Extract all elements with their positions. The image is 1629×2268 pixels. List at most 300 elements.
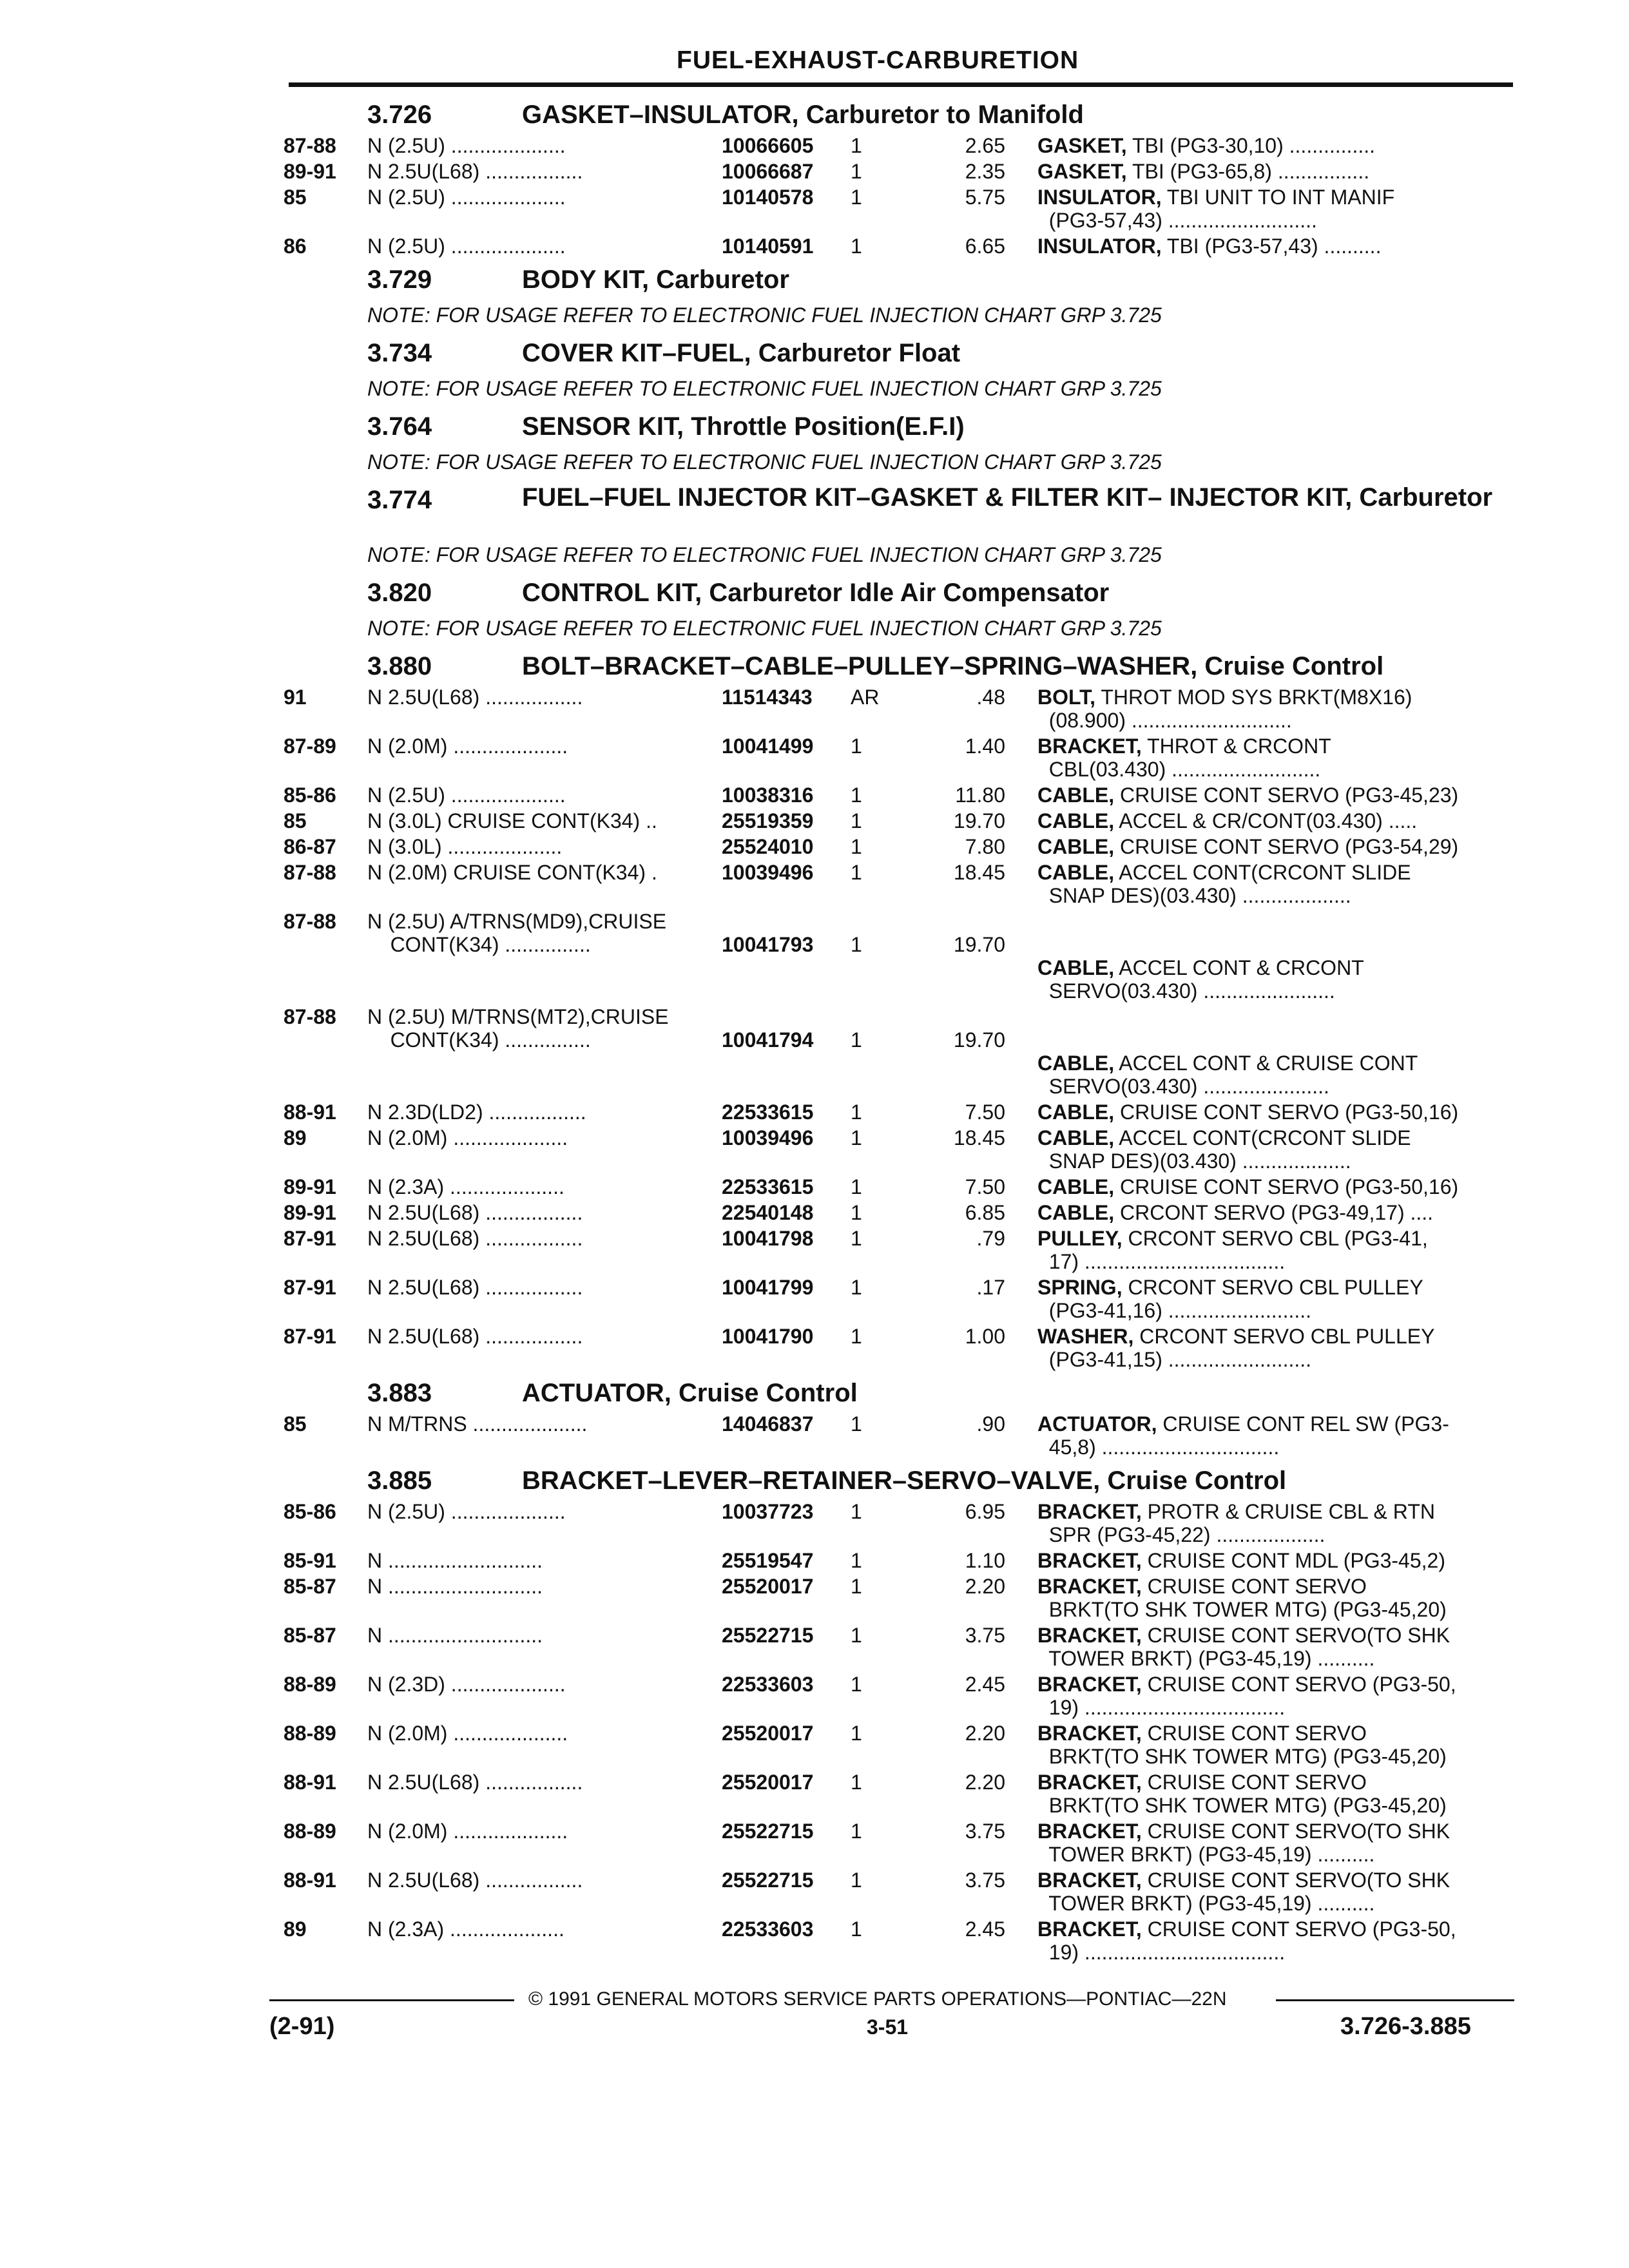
catalog-description-line: BRACKET, THROT & CRCONT [1037,735,1331,758]
catalog-description-line: CABLE, CRUISE CONT SERVO (PG3-50,16) [1037,1100,1459,1124]
catalog-description-line: SPRING, CRCONT SERVO CBL PULLEY [1037,1276,1423,1299]
part-number: 22533615 [722,1175,814,1198]
application-description: N 2.5U(L68) ................. [367,1325,583,1348]
part-number: 25519359 [722,809,814,832]
part-noun: BOLT, [1037,686,1096,709]
catalog-description-line: PULLEY, CRCONT SERVO CBL (PG3-41, [1037,1227,1428,1250]
list-price: 1.10 [965,1549,1005,1572]
section-title: COVER KIT–FUEL, Carburetor Float [522,339,961,367]
model-years: 87-88 [284,861,336,884]
model-years: 87-88 [284,910,336,933]
section-number: 3.729 [367,265,432,294]
part-row [284,1673,1521,1722]
part-row [284,861,1521,910]
catalog-description-line: INSULATOR, TBI UNIT TO INT MANIF [1037,186,1395,209]
catalog-description-line: INSULATOR, TBI (PG3-57,43) .......... [1037,235,1382,258]
quantity: 1 [851,1126,862,1149]
catalog-description-line: BRACKET, CRUISE CONT SERVO(TO SHK [1037,1624,1451,1647]
part-row [284,1575,1521,1624]
quantity: 1 [851,1917,862,1941]
part-number: 10037723 [722,1500,814,1523]
part-number: 22533603 [722,1673,814,1696]
section-heading [284,97,1521,134]
section-heading [284,1375,1521,1412]
application-description: N 2.5U(L68) ................. [367,1227,583,1250]
part-row [284,1412,1521,1461]
application-description: N (2.5U) .................... [367,186,566,209]
part-noun: INSULATOR, [1037,186,1162,209]
list-price: 18.45 [953,1126,1005,1149]
parts-listing [284,95,1521,1966]
catalog-description-line: BRKT(TO SHK TOWER MTG) (PG3-45,20) [1037,1745,1447,1768]
quantity: AR [851,686,880,709]
model-years: 88-91 [284,1869,336,1892]
part-number: 10039496 [722,861,814,884]
section-number: 3.764 [367,412,432,441]
model-years: 88-89 [284,1820,336,1843]
list-price: 6.65 [965,235,1005,258]
part-row [284,1624,1521,1673]
part-row [284,1227,1521,1276]
list-price: 3.75 [965,1869,1005,1892]
list-price: .79 [976,1227,1005,1250]
quantity: 1 [851,1325,862,1348]
catalog-description-line: SERVO(03.430) ....................... [1037,979,1335,1003]
part-number: 10066687 [722,160,814,183]
footer-page-number: 3-51 [867,2015,909,2039]
part-row [284,186,1521,235]
application-description: N 2.5U(L68) ................. [367,1869,583,1892]
application-description: N 2.5U(L68) ................. [367,1201,583,1224]
part-number: 10140591 [722,235,814,258]
quantity: 1 [851,1028,862,1052]
part-number: 22533603 [722,1917,814,1941]
application-description: N (2.5U) .................... [367,1500,566,1523]
part-row [284,809,1521,835]
application-description: N (2.0M) .................... [367,735,568,758]
model-years: 86-87 [284,835,336,858]
footer-rule-left [269,1999,514,2001]
quantity: 1 [851,783,862,807]
section-block [284,262,1521,334]
list-price: 3.75 [965,1624,1005,1647]
catalog-description-line: BRACKET, PROTR & CRUISE CBL & RTN [1037,1500,1435,1523]
part-row [284,1820,1521,1869]
part-noun: BRACKET, [1037,1549,1142,1572]
section-title: BOLT–BRACKET–CABLE–PULLEY–SPRING–WASHER, Cruise Control [522,652,1384,680]
list-price: .17 [976,1276,1005,1299]
list-price: 7.50 [965,1100,1005,1124]
catalog-description-line: CABLE, CRUISE CONT SERVO (PG3-50,16) [1037,1175,1459,1198]
quantity: 1 [851,160,862,183]
model-years: 91 [284,686,307,709]
part-number: 10041790 [722,1325,814,1348]
part-noun: CABLE, [1037,861,1115,884]
list-price: 5.75 [965,186,1005,209]
list-price: 1.40 [965,735,1005,758]
part-row [284,910,1521,1005]
quantity: 1 [851,1575,862,1598]
catalog-description-line: TOWER BRKT) (PG3-45,19) .......... [1037,1892,1375,1915]
part-noun: BRACKET, [1037,735,1142,758]
section-title: CONTROL KIT, Carburetor Idle Air Compensator [522,579,1110,607]
part-noun: CABLE, [1037,1126,1115,1149]
section-heading [284,262,1521,299]
quantity: 1 [851,809,862,832]
list-price: 2.65 [965,134,1005,157]
catalog-description-line: CABLE, ACCEL & CR/CONT(03.430) ..... [1037,809,1418,832]
catalog-description-line: CABLE, CRUISE CONT SERVO (PG3-54,29) [1037,835,1459,858]
model-years: 87-91 [284,1325,336,1348]
part-noun: BRACKET, [1037,1869,1142,1892]
part-noun: PULLEY, [1037,1227,1123,1250]
section-block [284,408,1521,481]
part-noun: GASKET, [1037,134,1127,157]
catalog-description-line: (PG3-57,43) .......................... [1037,209,1317,232]
part-noun: ACTUATOR, [1037,1412,1157,1436]
catalog-description-line: (PG3-41,15) ......................... [1037,1348,1312,1371]
part-row [284,1771,1521,1820]
section-number: 3.820 [367,579,432,607]
part-number: 10041794 [722,1028,814,1052]
model-years: 85 [284,186,307,209]
part-number: 10041793 [722,933,814,956]
catalog-description-line: BRACKET, CRUISE CONT SERVO (PG3-50, [1037,1917,1456,1941]
footer-copyright: © 1991 GENERAL MOTORS SERVICE PARTS OPERATIONS—PONTIAC—22N [528,1988,1227,2010]
part-noun: WASHER, [1037,1325,1134,1348]
part-noun: INSULATOR, [1037,235,1162,258]
application-description: N 2.3D(LD2) ................. [367,1100,586,1124]
part-number: 10140578 [722,186,814,209]
section-heading [284,482,1521,539]
part-number: 10041799 [722,1276,814,1299]
model-years: 87-88 [284,1005,336,1028]
list-price: 2.20 [965,1575,1005,1598]
application-description: N 2.5U(L68) ................. [367,1771,583,1794]
section-block [284,1463,1521,1966]
part-number: 22540148 [722,1201,814,1224]
catalog-description-line: CBL(03.430) .......................... [1037,758,1321,781]
model-years: 85-86 [284,783,336,807]
part-noun: BRACKET, [1037,1917,1142,1941]
section-title: GASKET–INSULATOR, Carburetor to Manifold [522,101,1084,129]
catalog-description-line: BRACKET, CRUISE CONT SERVO(TO SHK [1037,1820,1451,1843]
model-years: 85-87 [284,1624,336,1647]
catalog-description-line: GASKET, TBI (PG3-65,8) ................ [1037,160,1370,183]
footer-revision-date: (2-91) [269,2013,335,2040]
page-title: FUEL-EXHAUST-CARBURETION [677,46,1079,74]
list-price: 7.80 [965,835,1005,858]
part-number: 25522715 [722,1820,814,1843]
model-years: 88-89 [284,1673,336,1696]
quantity: 1 [851,1771,862,1794]
quantity: 1 [851,861,862,884]
model-years: 89 [284,1917,307,1941]
part-row [284,835,1521,861]
catalog-description-line: BRKT(TO SHK TOWER MTG) (PG3-45,20) [1037,1598,1447,1621]
model-years: 85-91 [284,1549,336,1572]
catalog-description-line: BRACKET, CRUISE CONT SERVO [1037,1575,1367,1598]
catalog-description-line: SNAP DES)(03.430) ................... [1037,884,1351,907]
model-years: 87-88 [284,134,336,157]
quantity: 1 [851,1722,862,1745]
part-number: 10039496 [722,1126,814,1149]
part-noun: CABLE, [1037,1100,1115,1124]
section-block [284,1375,1521,1461]
part-row [284,783,1521,809]
section-title: BRACKET–LEVER–RETAINER–SERVO–VALVE, Cruise Control [522,1466,1287,1495]
catalog-description-line: CABLE, ACCEL CONT & CRCONT [1037,956,1364,979]
part-row [284,735,1521,783]
section-block [284,97,1521,260]
quantity: 1 [851,1227,862,1250]
list-price: 18.45 [953,861,1005,884]
application-description: N (2.0M) .................... [367,1722,568,1745]
list-price: 6.85 [965,1201,1005,1224]
quantity: 1 [851,1412,862,1436]
quantity: 1 [851,1175,862,1198]
section-heading [284,1463,1521,1500]
list-price: 2.20 [965,1722,1005,1745]
quantity: 1 [851,835,862,858]
model-years: 86 [284,235,307,258]
model-years: 88-91 [284,1771,336,1794]
part-noun: BRACKET, [1037,1722,1142,1745]
model-years: 89-91 [284,160,336,183]
part-noun: SPRING, [1037,1276,1123,1299]
section-title: SENSOR KIT, Throttle Position(E.F.I) [522,412,965,441]
part-row [284,160,1521,186]
part-noun: CABLE, [1037,1201,1115,1224]
part-noun: BRACKET, [1037,1575,1142,1598]
application-description: N ........................... [367,1549,543,1572]
part-noun: CABLE, [1037,956,1115,979]
part-number: 25520017 [722,1722,814,1745]
quantity: 1 [851,235,862,258]
list-price: 3.75 [965,1820,1005,1843]
catalog-description-line: SERVO(03.430) ...................... [1037,1075,1329,1098]
application-description: N (3.0L) CRUISE CONT(K34) .. [367,809,657,832]
list-price: 19.70 [953,933,1005,956]
application-description: N 2.5U(L68) ................. [367,160,583,183]
list-price: 2.45 [965,1917,1005,1941]
catalog-description-line: SPR (PG3-45,22) ................... [1037,1523,1325,1546]
part-noun: CABLE, [1037,1052,1115,1075]
application-description: N (2.5U) .................... [367,235,566,258]
list-price: 11.80 [955,783,1005,807]
catalog-description-line: SNAP DES)(03.430) ................... [1037,1149,1351,1173]
application-description: N ........................... [367,1624,543,1647]
quantity: 1 [851,1624,862,1647]
part-row [284,1276,1521,1325]
section-title: FUEL–FUEL INJECTOR KIT–GASKET & FILTER KIT– INJECTOR KIT, Carburetor [522,483,1493,512]
part-number: 14046837 [722,1412,814,1436]
catalog-description-line: CABLE, ACCEL CONT(CRCONT SLIDE [1037,861,1411,884]
part-number: 10041499 [722,735,814,758]
model-years: 89 [284,1126,307,1149]
quantity: 1 [851,1869,862,1892]
application-description: N (2.5U) .................... [367,134,566,157]
section-number: 3.883 [367,1379,432,1407]
part-noun: BRACKET, [1037,1820,1142,1843]
usage-note: NOTE: FOR USAGE REFER TO ELECTRONIC FUEL INJECTION CHART GRP 3.725 [367,303,1162,327]
part-noun: CABLE, [1037,1175,1115,1198]
part-row [284,1917,1521,1966]
list-price: 6.95 [965,1500,1005,1523]
quantity: 1 [851,1500,862,1523]
application-description: N (2.0M) .................... [367,1820,568,1843]
list-price: 1.00 [965,1325,1005,1348]
list-price: 19.70 [953,1028,1005,1052]
application-description: N 2.5U(L68) ................. [367,1276,583,1299]
part-noun: CABLE, [1037,835,1115,858]
quantity: 1 [851,1673,862,1696]
section-block [284,575,1521,647]
catalog-description-line: BRACKET, CRUISE CONT MDL (PG3-45,2) [1037,1549,1445,1572]
application-description: N M/TRNS .................... [367,1412,588,1436]
catalog-description-line: TOWER BRKT) (PG3-45,19) .......... [1037,1647,1375,1670]
part-number: 10041798 [722,1227,814,1250]
part-row [284,1549,1521,1575]
section-number: 3.880 [367,652,432,680]
quantity: 1 [851,1201,862,1224]
footer-section-range: 3.726-3.885 [1340,2013,1471,2040]
part-row [284,1325,1521,1374]
application-description: N 2.5U(L68) ................. [367,686,583,709]
catalog-description-line: BRACKET, CRUISE CONT SERVO(TO SHK [1037,1869,1451,1892]
model-years: 89-91 [284,1175,336,1198]
list-price: 2.35 [965,160,1005,183]
quantity: 1 [851,1820,862,1843]
application-description: N (2.0M) CRUISE CONT(K34) . [367,861,657,884]
application-description: N (3.0L) .................... [367,835,563,858]
model-years: 89-91 [284,1201,336,1224]
part-noun: GASKET, [1037,160,1127,183]
usage-note: NOTE: FOR USAGE REFER TO ELECTRONIC FUEL INJECTION CHART GRP 3.725 [367,450,1162,474]
part-row [284,686,1521,735]
catalog-description-line: (PG3-41,16) ......................... [1037,1299,1312,1322]
part-number: 25522715 [722,1624,814,1647]
model-years: 85-86 [284,1500,336,1523]
section-heading [284,575,1521,612]
part-number: 25524010 [722,835,814,858]
part-noun: BRACKET, [1037,1771,1142,1794]
section-heading [284,408,1521,446]
section-number: 3.885 [367,1466,432,1495]
part-number: 25520017 [722,1771,814,1794]
list-price: 19.70 [953,809,1005,832]
part-row [284,134,1521,160]
catalog-description-line: BRACKET, CRUISE CONT SERVO [1037,1722,1367,1745]
part-number: 10066605 [722,134,814,157]
catalog-description-line: CABLE, CRCONT SERVO (PG3-49,17) .... [1037,1201,1434,1224]
section-title: BODY KIT, Carburetor [522,265,789,294]
model-years: 85 [284,809,307,832]
catalog-description-line: 45,8) ............................... [1037,1436,1280,1459]
part-number: 10038316 [722,783,814,807]
quantity: 1 [851,1549,862,1572]
catalog-description-line: WASHER, CRCONT SERVO CBL PULLEY [1037,1325,1435,1348]
quantity: 1 [851,933,862,956]
part-noun: BRACKET, [1037,1673,1142,1696]
model-years: 87-91 [284,1276,336,1299]
list-price: 2.45 [965,1673,1005,1696]
section-number: 3.726 [367,101,432,129]
section-block [284,482,1521,573]
part-noun: BRACKET, [1037,1500,1142,1523]
application-description: N (2.5U) M/TRNS(MT2),CRUISE CONT(K34) ............... [367,1005,669,1052]
catalog-description-line: CABLE, ACCEL CONT(CRCONT SLIDE [1037,1126,1411,1149]
part-row [284,1005,1521,1100]
part-row [284,1175,1521,1201]
part-row [284,1201,1521,1227]
catalog-description-line: TOWER BRKT) (PG3-45,19) .......... [1037,1843,1375,1866]
quantity: 1 [851,134,862,157]
catalog-description-line: BRACKET, CRUISE CONT SERVO [1037,1771,1367,1794]
usage-note: NOTE: FOR USAGE REFER TO ELECTRONIC FUEL INJECTION CHART GRP 3.725 [367,617,1162,640]
part-number: 25519547 [722,1549,814,1572]
catalog-description-line: 19) ................................... [1037,1941,1286,1964]
part-row [284,1126,1521,1175]
quantity: 1 [851,735,862,758]
model-years: 88-89 [284,1722,336,1745]
list-price: .90 [976,1412,1005,1436]
part-row [284,1869,1521,1917]
part-row [284,1722,1521,1771]
model-years: 85-87 [284,1575,336,1598]
part-noun: BRACKET, [1037,1624,1142,1647]
catalog-description-line: BOLT, THROT MOD SYS BRKT(M8X16) [1037,686,1412,709]
quantity: 1 [851,1276,862,1299]
model-years: 87-89 [284,735,336,758]
part-row [284,1100,1521,1126]
catalog-description-line: 19) ................................... [1037,1696,1286,1719]
part-number: 11514343 [722,686,813,709]
part-noun: CABLE, [1037,809,1115,832]
footer-rule-right [1276,1999,1514,2001]
quantity: 1 [851,186,862,209]
quantity: 1 [851,1100,862,1124]
model-years: 88-91 [284,1100,336,1124]
catalog-description-line: CABLE, CRUISE CONT SERVO (PG3-45,23) [1037,783,1459,807]
list-price: 2.20 [965,1771,1005,1794]
list-price: .48 [976,686,1005,709]
part-number: 25522715 [722,1869,814,1892]
section-block [284,335,1521,407]
usage-note: NOTE: FOR USAGE REFER TO ELECTRONIC FUEL INJECTION CHART GRP 3.725 [367,377,1162,400]
section-title: ACTUATOR, Cruise Control [522,1379,858,1407]
section-number: 3.734 [367,339,432,367]
application-description: N (2.3A) .................... [367,1917,564,1941]
usage-note: NOTE: FOR USAGE REFER TO ELECTRONIC FUEL INJECTION CHART GRP 3.725 [367,543,1162,566]
section-block [284,648,1521,1374]
model-years: 85 [284,1412,307,1436]
application-description: N (2.3A) .................... [367,1175,564,1198]
application-description: N (2.5U) .................... [367,783,566,807]
section-number: 3.774 [367,486,432,514]
section-heading [284,335,1521,372]
application-description: N (2.5U) A/TRNS(MD9),CRUISE CONT(K34) ............... [367,910,667,956]
catalog-description-line: CABLE, ACCEL CONT & CRUISE CONT [1037,1052,1418,1075]
model-years: 87-91 [284,1227,336,1250]
catalog-description-line: ACTUATOR, CRUISE CONT REL SW (PG3- [1037,1412,1449,1436]
catalog-description-line: BRACKET, CRUISE CONT SERVO (PG3-50, [1037,1673,1456,1696]
list-price: 7.50 [965,1175,1005,1198]
application-description: N (2.3D) .................... [367,1673,566,1696]
part-row [284,1500,1521,1549]
section-heading [284,648,1521,686]
part-row [284,235,1521,260]
